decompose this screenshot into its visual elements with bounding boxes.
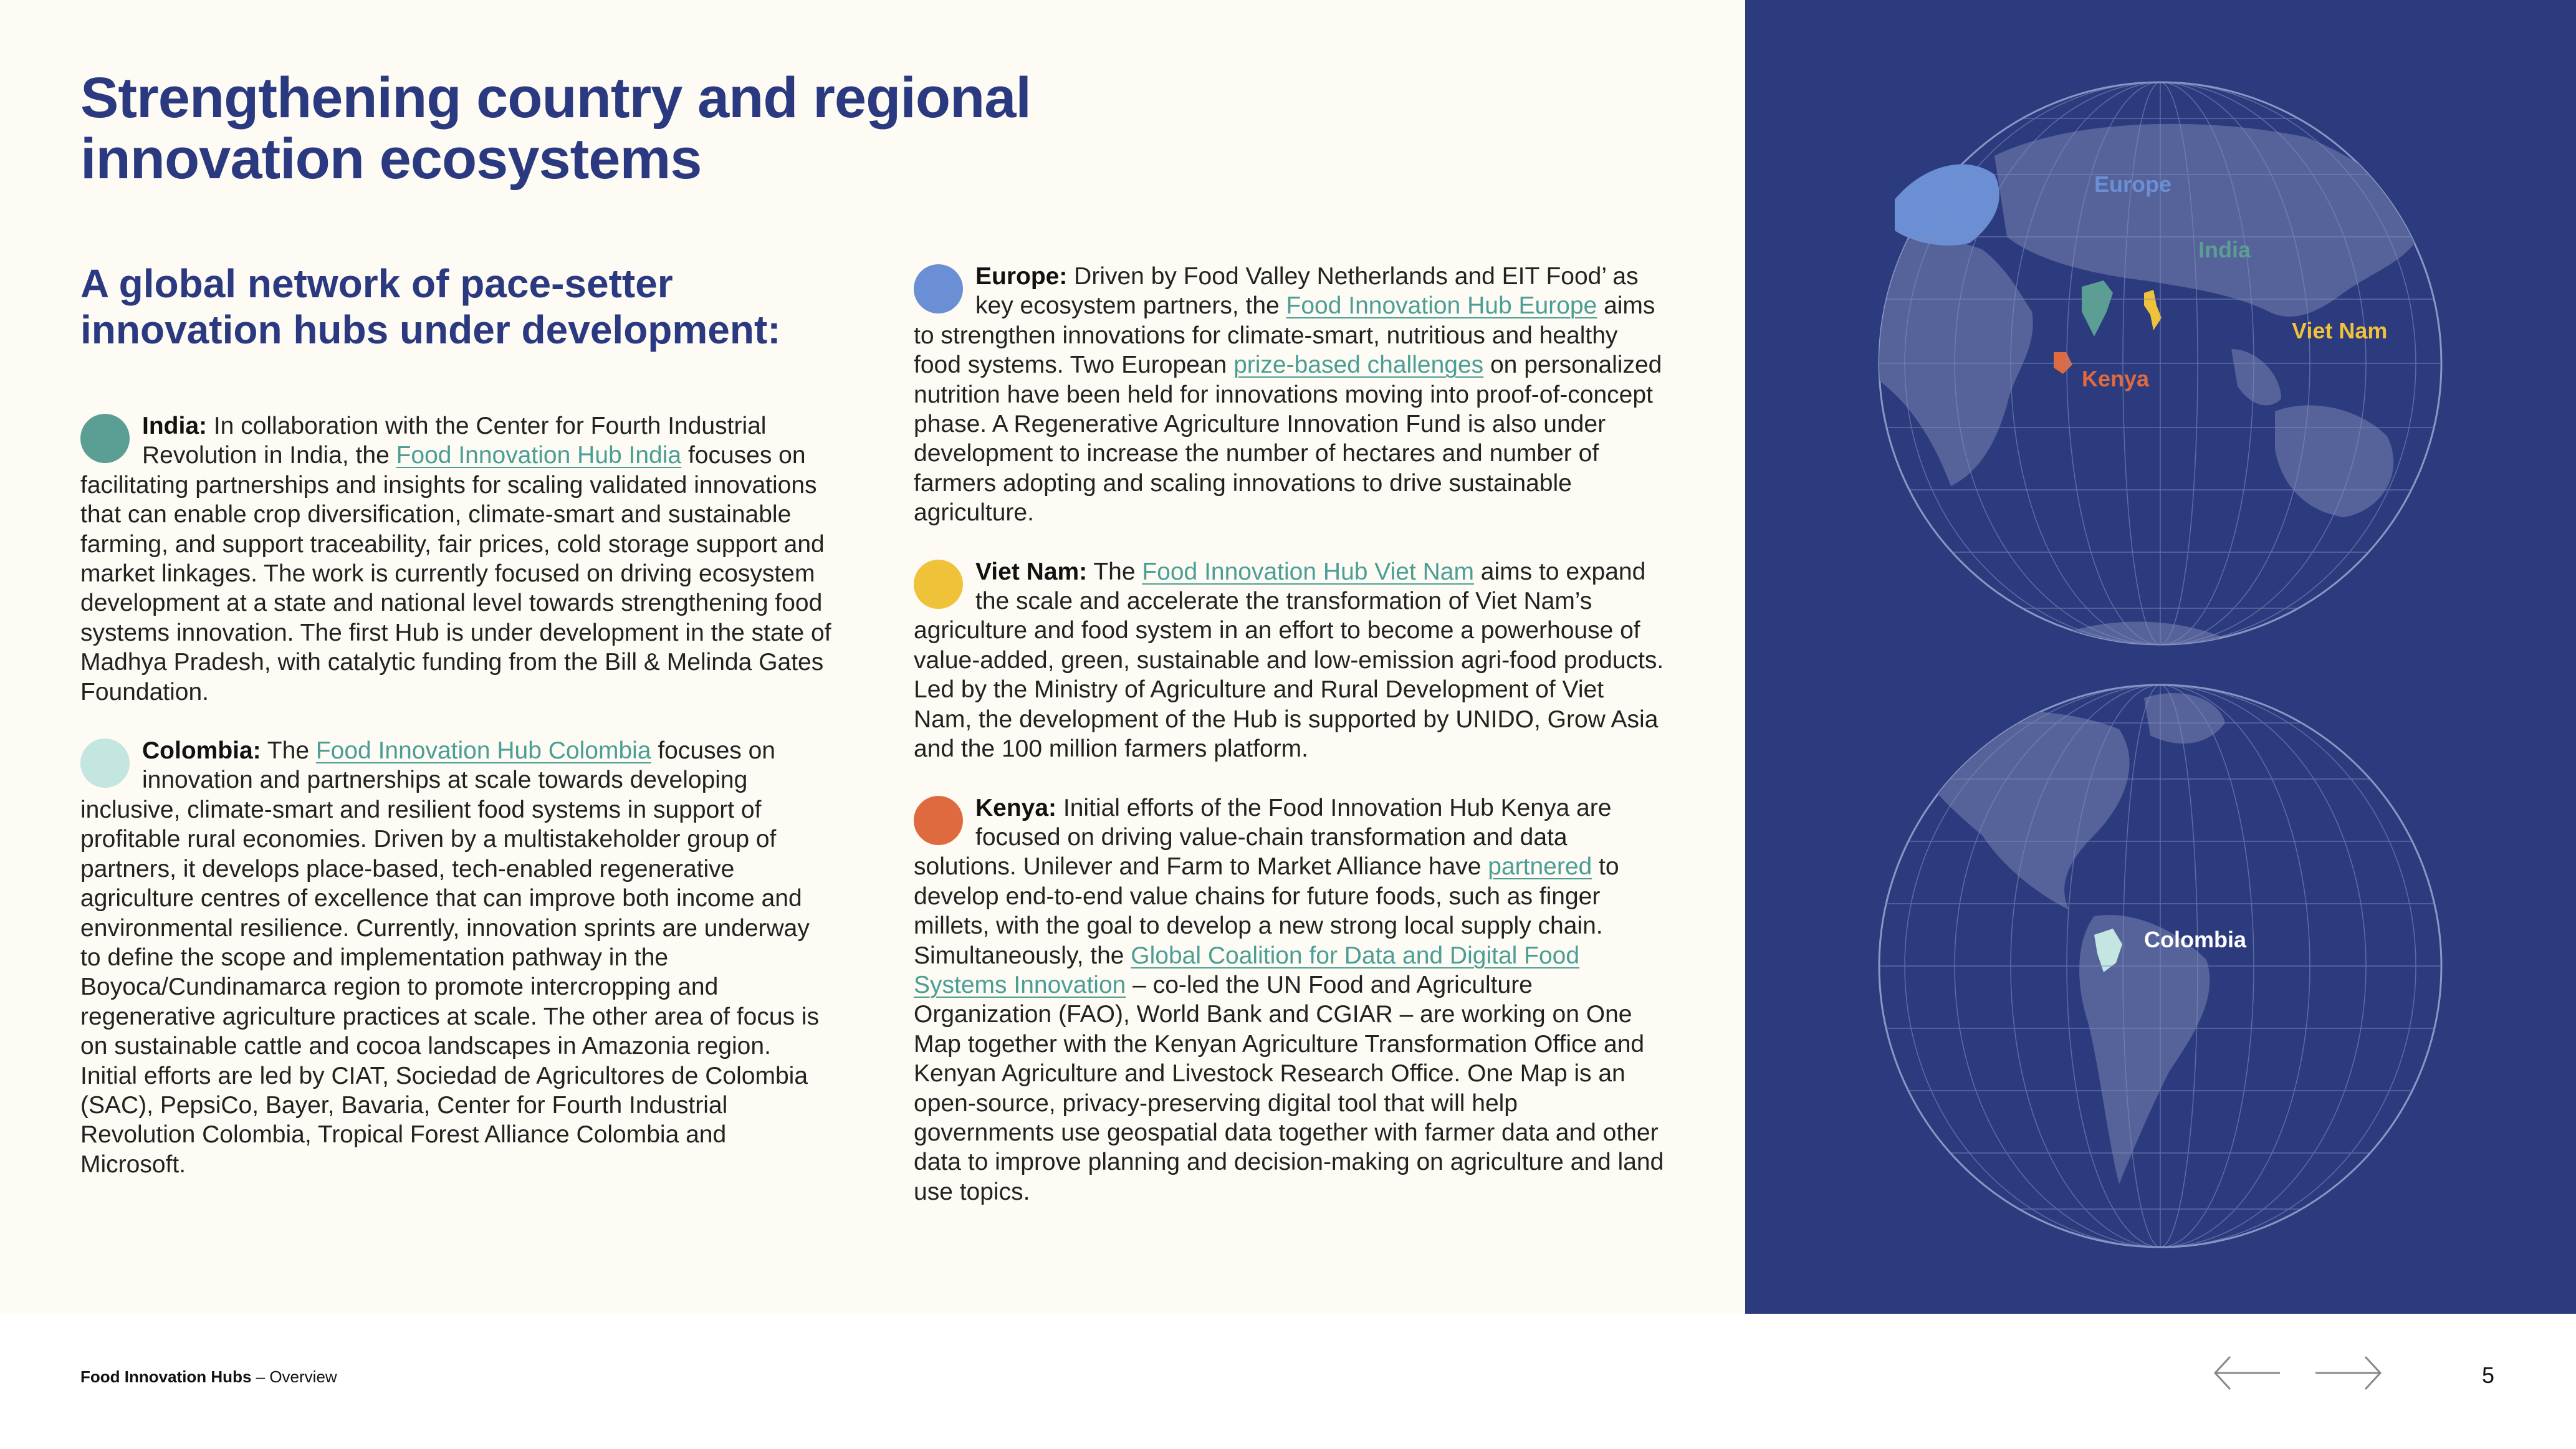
arrow-right-icon[interactable]	[2314, 1356, 2383, 1390]
page-title: Strengthening country and regional innovation ecosystems	[80, 66, 1031, 191]
kenya-color-dot	[914, 796, 963, 845]
europe-color-dot	[914, 264, 963, 313]
hub-text: aims to strengthen innovations for climate-smart, nutritious and healthy food systems. Two European	[914, 292, 1655, 379]
hub-name: Viet Nam:	[975, 558, 1088, 585]
hub-text: The	[1087, 558, 1142, 585]
hub-text: focuses on facilitating partnerships and insights for scaling validated innovations that can enable crop diversification, climate-smart and sustainable farming, and support traceability, fair prices, cold storage support and market linkages. The work is currently focused on driving ecosystem development at a state and national level towards strengthening food systems innovation. The first Hub is under development in the state of Madhya Pradesh, with catalytic funding from the Bill & Melinda Gates Foundation.	[80, 442, 831, 705]
link-food-innovation-hub-colombia[interactable]: Food Innovation Hub Colombia	[315, 737, 651, 765]
globe-maps	[1745, 0, 2576, 1314]
footer-doc-name: Food Innovation Hubs	[80, 1367, 252, 1386]
label-colombia: Colombia	[2144, 927, 2247, 952]
section-subtitle: A global network of pace-setter innovation hubs under development:	[80, 261, 781, 352]
right-column	[914, 262, 1665, 1236]
left-column	[80, 411, 831, 1208]
label-vietnam: Viet Nam	[2292, 318, 2388, 343]
hub-kenya	[914, 793, 1665, 1207]
link-food-innovation-hub-europe[interactable]: Food Innovation Hub Europe	[1286, 292, 1597, 320]
hub-name: India:	[142, 413, 207, 439]
hub-europe	[914, 262, 1665, 528]
footer-title	[80, 1367, 337, 1387]
hub-text: In collaboration with the Center for Fourth Industrial Revolution in India, the	[142, 413, 767, 469]
link-partnered[interactable]: partnered	[1488, 853, 1592, 881]
hub-text: Driven by Food Valley Netherlands and EIT Food’ as key ecosystem partners, the	[975, 263, 1639, 320]
link-food-innovation-hub-india[interactable]: Food Innovation Hub India	[396, 442, 682, 469]
page-number: 5	[2482, 1362, 2495, 1388]
hub-text: – co-led the UN Food and Agriculture Organization (FAO), World Bank and CGIAR – are working on One Map together with the Kenyan Agriculture Transformation Office and Kenyan Agriculture and Livestock Research Office. One Map is an open-source, privacy-preserving digital tool that will help governments use geospatial data together with farmer data and other data to improve planning and decision-making on agriculture and land use topics.	[914, 971, 1664, 1205]
hub-colombia	[80, 736, 831, 1179]
footer-section: – Overview	[251, 1367, 337, 1386]
hub-name: Colombia:	[142, 737, 261, 765]
hub-text: Initial efforts of the Food Innovation Hub Kenya are focused on driving value-chain transformation and data solutions. Unilever and Farm to Market Alliance have	[914, 794, 1612, 881]
india-color-dot	[80, 414, 130, 463]
link-global-coalition[interactable]: Global Coalition for Data and Digital Food Systems Innovation	[914, 942, 1580, 998]
hub-name: Europe:	[975, 263, 1068, 290]
globe-eastern-hemisphere	[1837, 82, 2449, 673]
hub-text: on personalized nutrition have been held for innovations moving into proof-of-concept phase. A Regenerative Agriculture Innovation Fund is also under development to increase the number of hectares and number of farmers adopting and scaling innovations to drive sustainable agriculture.	[914, 351, 1662, 527]
vietnam-color-dot	[914, 560, 963, 609]
hub-india	[80, 411, 831, 707]
globe-western-hemisphere	[1870, 685, 2449, 1247]
label-europe: Europe	[2094, 171, 2172, 197]
link-prize-based-challenges[interactable]: prize-based challenges	[1233, 351, 1484, 379]
label-india: India	[2198, 237, 2251, 262]
hub-vietnam	[914, 557, 1665, 764]
hub-text: The	[261, 737, 316, 765]
map-panel	[1745, 0, 2576, 1314]
hub-text: to develop end-to-end value chains for future foods, such as finger millets, with the goal to develop a new strong local supply chain. Simultaneously, the	[914, 853, 1619, 969]
hub-text: focuses on innovation and partnerships at scale towards developing inclusive, climate-smart and resilient food systems in support of profitable rural economies. Driven by a multistakeholder group of partners, it develops place-based, tech-enabled regenerative agriculture centres of excellence that can improve both income and environmental resilience. Currently, innovation sprints are underway to define the scope and implementation pathway in the Boyoca/Cundinamarca region to promote intercropping and regenerative agriculture practices at scale. The other area of focus is on sustainable cattle and cocoa landscapes in Amazonia region. Initial efforts are led by CIAT, Sociedad de Agricultores de Colombia (SAC), PepsiCo, Bayer, Bavaria, Center for Fourth Industrial Revolution Colombia, Tropical Forest Alliance Colombia and Microsoft.	[80, 737, 820, 1178]
arrow-left-icon[interactable]	[2213, 1356, 2281, 1390]
hub-text: aims to expand the scale and accelerate the transformation of Viet Nam’s agriculture and food system in an effort to become a powerhouse of value-added, green, sustainable and low-emission agri-food products. Led by the Ministry of Agriculture and Rural Development of Viet Nam, the development of the Hub is supported by UNIDO, Grow Asia and the 100 million farmers platform.	[914, 558, 1664, 763]
colombia-color-dot	[80, 739, 130, 788]
link-food-innovation-hub-vietnam[interactable]: Food Innovation Hub Viet Nam	[1142, 558, 1474, 585]
hub-name: Kenya:	[975, 794, 1057, 821]
label-kenya: Kenya	[2082, 366, 2150, 391]
